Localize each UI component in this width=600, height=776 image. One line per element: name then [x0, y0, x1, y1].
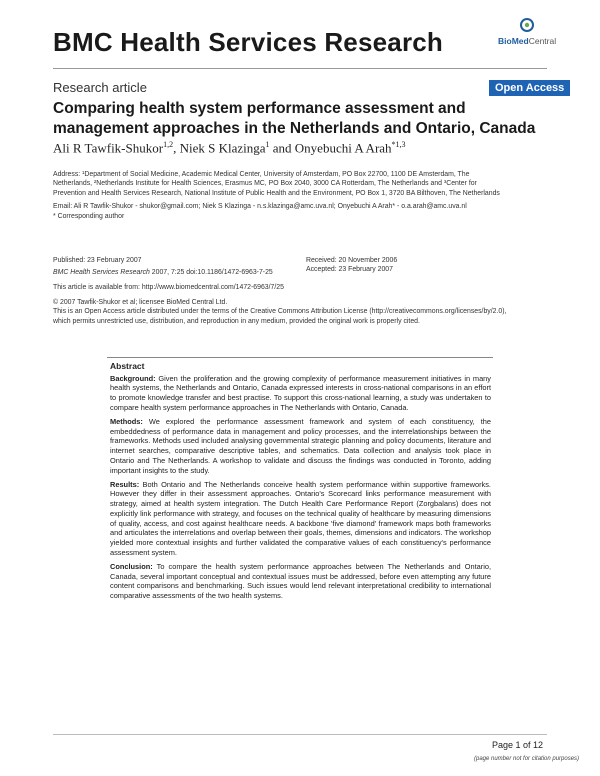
citation-details: 2007, 7:25 doi:10.1186/1472-6963-7-25	[149, 269, 273, 277]
copyright-line: © 2007 Tawfik-Shukor et al; licensee BioMed Central Ltd.	[53, 299, 228, 306]
publication-info	[53, 256, 273, 278]
citation-journal: BMC Health Services Research	[53, 269, 150, 277]
section-text: Both Ontario and The Netherlands conceive health system performance within supportive frameworks. However they differ in their assessment approaches. Ontario's Scorecard links performance measurement with strategy, aimed at health system integration. The Dutch Health Care Performance Report (Zorgbalans) does not explicitly link performance with strategy, and focuses on the technical quality of healthcare by measuring dimensions of quality, access, and cost against healthcare needs. A backbone 'five diamond' framework maps both frameworks and articulates the interrelations and overlap between their goals, themes, dimensions and indicators. The workshop yielded more contextual insights and further validated the comparative values of each constituency's performance assessment system.	[110, 479, 491, 557]
abstract-section	[107, 357, 493, 684]
author-separator: ,	[173, 140, 180, 156]
address-line: Address: ¹Department of Social Medicine, Academic Medical Center, University of Amsterdam, PO Box 22700, 1100 DE Amsterdam, The	[53, 171, 470, 178]
section-label: Conclusion:	[110, 561, 153, 571]
article-title: Comparing health system performance assessment and management approaches in the Netherlands and Ontario, Canada	[53, 100, 536, 137]
logo-text-bio: BioMed	[498, 36, 529, 46]
logo-text	[498, 36, 556, 46]
abstract-methods	[110, 417, 491, 475]
logo-text-central: Central	[528, 36, 557, 46]
section-text: To compare the health system performance approaches between The Netherlands and Ontario, Canada, several important conceptual and contextual issues must be addressed, before even attempting any future content comparisons and benchmarking. Such issues would lend relevant interpretational credibility to international comparative assessments of the two health systems.	[110, 561, 491, 600]
citation	[53, 268, 273, 277]
biomed-logo-icon	[520, 18, 534, 32]
corresponding-author-note: * Corresponding author	[53, 213, 125, 220]
received-accepted	[306, 256, 397, 275]
page-number-note: (page number not for citation purposes)	[474, 756, 580, 762]
author-name[interactable]: Onyebuchi A Arah	[294, 140, 392, 156]
author-list	[53, 140, 406, 156]
section-label: Methods:	[110, 417, 143, 427]
footer-rule	[53, 734, 547, 735]
author-name[interactable]: Niek S Klazinga	[179, 140, 266, 156]
section-label: Background:	[110, 373, 156, 383]
address-line: Netherlands, ²Netherlands Institute for Health Sciences, Erasmus MC, PO Box 2040, 3000 CA Rotterdam, The Netherlands and ³Center for	[53, 180, 477, 188]
journal-title: BMC Health Services Research	[53, 27, 444, 57]
article-url[interactable]: This article is available from: http://www.biomedcentral.com/1472-6963/7/25	[53, 284, 284, 291]
section-text: We explored the performance assessment framework and system of each constituency, the embeddedness of performance data in management and policy processes, and the interrelationships between the frameworks. Methods used included analysing governmental strategic planning and policy documents, literature and internet searches, comparative descriptive tables, and schematics. Data collection and analysis took place in Ontario and The Netherlands. A workshop to validate and discuss the findings was conducted in Toronto, adding important insights to the study.	[110, 417, 491, 475]
address-line: Prevention and Health Services Research, National Institute of Public Health and the Environment, PO Box 1, 3720 BA Bilthoven, The Netherlands	[53, 189, 500, 197]
abstract-background	[110, 374, 491, 413]
published-date: Published: 23 February 2007	[53, 257, 142, 264]
biomed-central-logo[interactable]	[498, 18, 558, 54]
copyright-block	[53, 298, 547, 326]
open-access-badge[interactable]: Open Access	[489, 80, 570, 96]
section-text: Given the proliferation and the growing complexity of performance measurement initiatives in many health systems, the Netherlands and Ontario, Canada expressed interests in cross-national comparisons in an effort to promote knowledge transfer and best practise. To support this cross-national learning, a study was undertaken to compare health system performance approaches in The Netherlands with Ontario, Canada.	[110, 373, 491, 412]
license-line: which permits unrestricted use, distribution, and reproduction in any medium, provided the original work is properly cited.	[53, 317, 420, 325]
email-line[interactable]: Email: Ali R Tawfik-Shukor - shukor@gmail.com; Niek S Klazinga - n.s.klazinga@amc.uva.nl; Onyebuchi A Arah* - o.a.arah@amc.uva.nl	[53, 203, 467, 210]
author-separator: and	[269, 140, 295, 156]
header-rule	[53, 68, 547, 69]
article-type: Research article	[53, 80, 147, 95]
abstract-heading: Abstract	[110, 361, 145, 371]
abstract-results	[110, 480, 491, 558]
abstract-conclusion	[110, 562, 491, 601]
section-label: Results:	[110, 479, 140, 489]
affiliations	[53, 170, 547, 198]
author-affiliation: *1,3	[391, 140, 406, 149]
license-line[interactable]: This is an Open Access article distributed under the terms of the Creative Commons Attribution License (http://creativecommons.org/licenses/by/2.0),	[53, 308, 507, 316]
received-date: Received: 20 November 2006	[306, 257, 398, 264]
author-name[interactable]: Ali R Tawfik-Shukor	[53, 140, 164, 156]
author-affiliation: 1	[265, 140, 270, 149]
accepted-date: Accepted: 23 February 2007	[306, 266, 393, 274]
author-affiliation: 1,2	[163, 140, 174, 149]
page-number: Page 1 of 12	[492, 740, 544, 750]
